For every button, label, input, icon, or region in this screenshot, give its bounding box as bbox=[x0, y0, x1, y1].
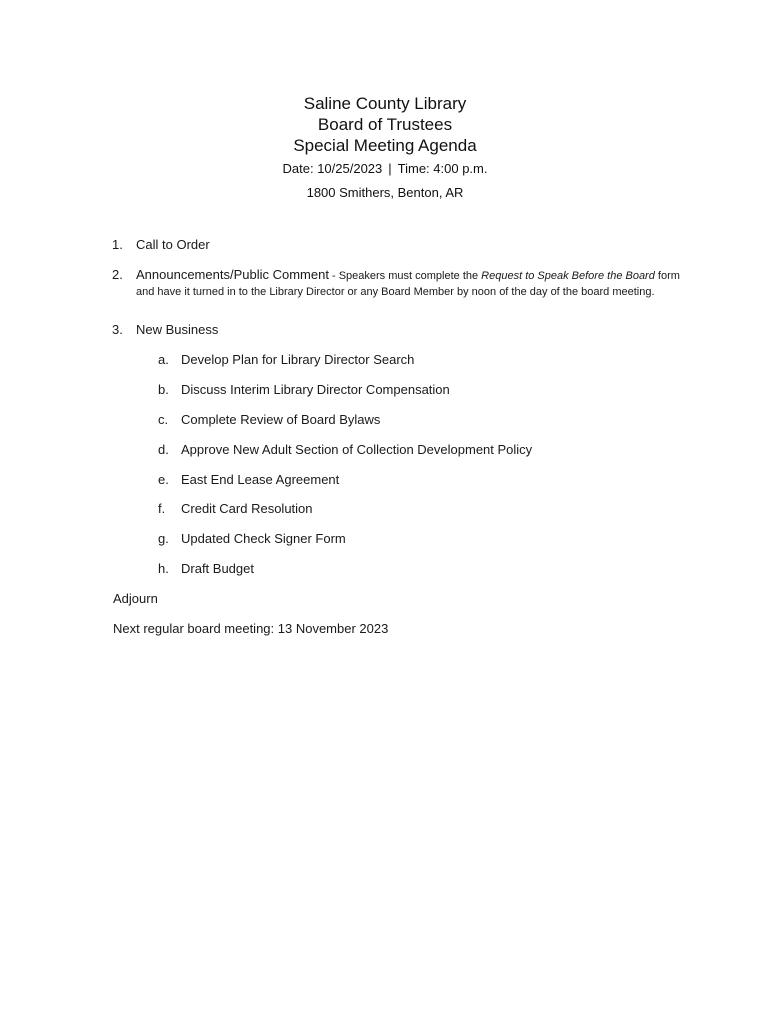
board-name: Board of Trustees bbox=[317, 115, 453, 134]
meeting-address: 1800 Smithers, Benton, AR bbox=[306, 185, 464, 200]
item-body bbox=[136, 267, 684, 299]
agenda-header bbox=[0, 93, 770, 202]
sub-item-text: East End Lease Agreement bbox=[181, 472, 340, 487]
sub-item-letter: b. bbox=[158, 382, 169, 397]
item-label: Call to Order bbox=[136, 237, 210, 252]
sub-item-text: Draft Budget bbox=[181, 561, 254, 576]
sub-item-letter: h. bbox=[158, 561, 169, 576]
meeting-date: Date: 10/25/2023 bbox=[282, 161, 383, 176]
item-number: 3. bbox=[112, 322, 123, 337]
description-prefix: - Speakers must complete the bbox=[328, 270, 482, 282]
sub-item-text: Credit Card Resolution bbox=[181, 501, 313, 516]
item-label: New Business bbox=[136, 322, 219, 337]
adjourn-item: Adjourn bbox=[113, 591, 158, 606]
sub-item-text: Develop Plan for Library Director Search bbox=[181, 352, 415, 367]
form-name: Request to Speak Before the Board bbox=[481, 270, 655, 282]
item-label: Announcements/Public Comment bbox=[136, 267, 329, 282]
sub-item-letter: d. bbox=[158, 442, 169, 457]
description-suffix: form and have it turned in to the Library Director or any Board Member by noon of the day of the board meeting. bbox=[136, 270, 680, 298]
meta-separator: | bbox=[388, 161, 392, 176]
sub-item-letter: c. bbox=[158, 412, 169, 427]
item-number: 2. bbox=[112, 267, 123, 282]
agenda-title: Special Meeting Agenda bbox=[293, 136, 477, 155]
sub-item-letter: f. bbox=[158, 501, 166, 516]
next-meeting-note: Next regular board meeting: 13 November 2023 bbox=[113, 621, 389, 636]
sub-item-letter: e. bbox=[158, 472, 169, 487]
item-number: 1. bbox=[112, 237, 123, 252]
meeting-date-time bbox=[0, 160, 770, 178]
meeting-time: Time: 4:00 p.m. bbox=[397, 161, 488, 176]
organization-name: Saline County Library bbox=[303, 94, 467, 113]
sub-item-text: Approve New Adult Section of Collection Development Policy bbox=[181, 442, 533, 457]
sub-item-text: Complete Review of Board Bylaws bbox=[181, 412, 381, 427]
sub-item-text: Discuss Interim Library Director Compensation bbox=[181, 382, 450, 397]
sub-item-text: Updated Check Signer Form bbox=[181, 531, 346, 546]
sub-item-letter: g. bbox=[158, 531, 169, 546]
sub-item-letter: a. bbox=[158, 352, 169, 367]
